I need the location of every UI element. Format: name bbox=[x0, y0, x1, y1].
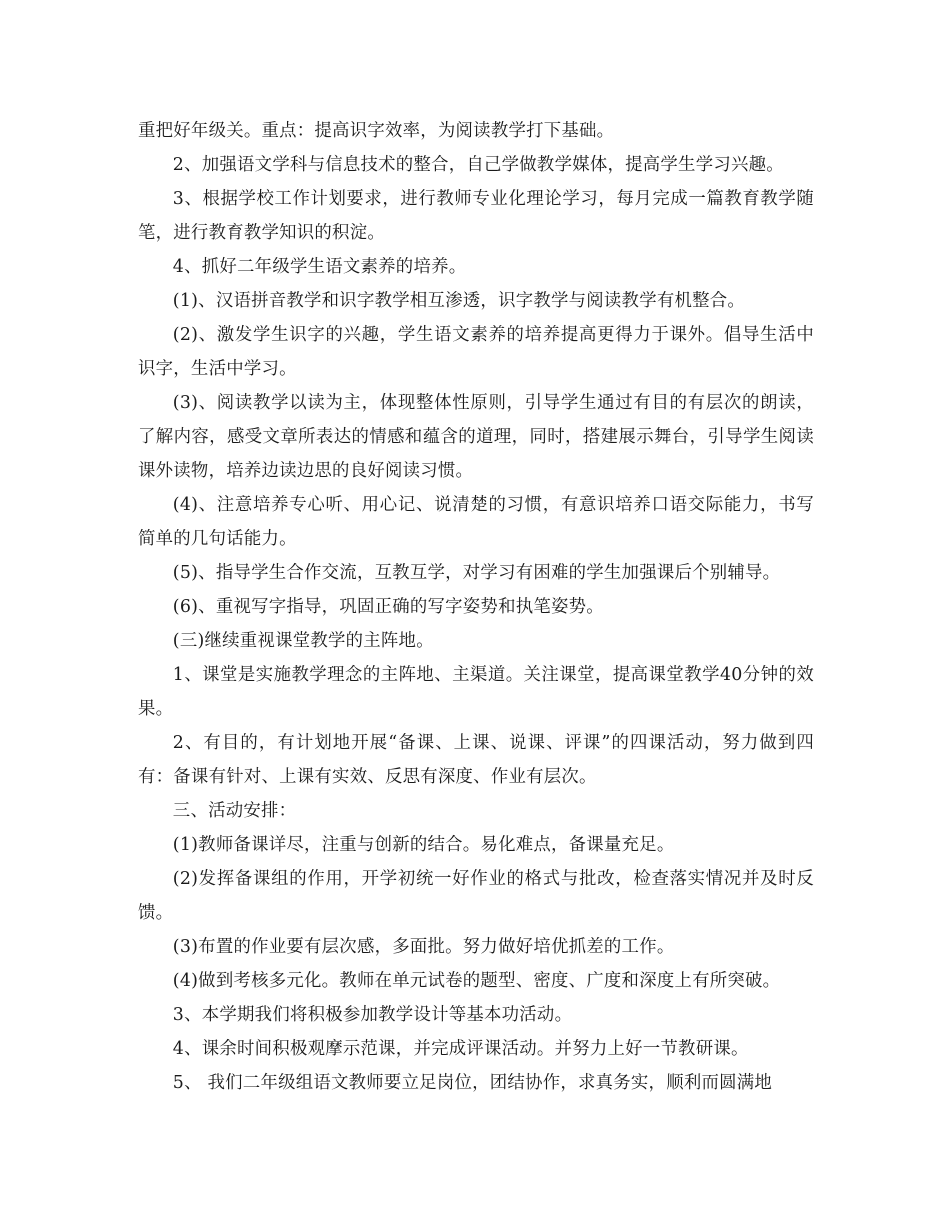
paragraph-item-4-observation: 4、课余时间积极观摩示范课，并完成评课活动。并努力上好一节教研课。 bbox=[172, 1039, 749, 1059]
paragraph-item-5-team: 5、 我们二年级组语文教师要立足岗位，团结协作，求真务实，顺利而圆满地 bbox=[172, 1073, 773, 1093]
paragraph-item-2-it-integration: 2、加强语文学科与信息技术的整合，自己学做教学媒体，提高学生学习兴趣。 bbox=[172, 155, 784, 175]
paragraph-item-3-theory-study: 3、根据学校工作计划要求，进行教师专业化理论学习，每月完成一篇教育教学随笔，进行教育教学知识的积淀。 bbox=[138, 189, 814, 243]
paragraph-item-4-literacy: 4、抓好二年级学生语文素养的培养。 bbox=[172, 257, 467, 277]
document-body bbox=[138, 114, 814, 1100]
paragraph-sub-5-cooperation: (5)、指导学生合作交流，互教互学，对学习有困难的学生加强课后个别辅导。 bbox=[172, 563, 781, 583]
paragraph-activity-1: (1)教师备课详尽，注重与创新的结合。易化难点，备课量充足。 bbox=[172, 835, 675, 855]
paragraph-activity-2: (2)发挥备课组的作用，开学初统一好作业的格式与批改，检查落实情况并及时反馈。 bbox=[138, 869, 814, 923]
paragraph-sub-3-reading: (3)、阅读教学以读为主，体现整体性原则，引导学生通过有目的有层次的朗读，了解内容，感受文章所表达的情感和蕴含的道理，同时，搭建展示舞台，引导学生阅读课外读物，培养边读边思的良好阅读习惯。 bbox=[138, 393, 814, 481]
section-heading-classroom: (三)继续重视课堂教学的主阵地。 bbox=[172, 631, 434, 651]
paragraph-sub-2-interest: (2)、激发学生识字的兴趣，学生语文素养的培养提高更得力于课外。倡导生活中识字，生活中学习。 bbox=[138, 325, 814, 379]
paragraph-activity-4: (4)做到考核多元化。教师在单元试卷的题型、密度、广度和深度上有所突破。 bbox=[172, 971, 781, 991]
section-heading-activities: 三、活动安排： bbox=[172, 801, 297, 821]
paragraph-sub-6-writing: (6)、重视写字指导，巩固正确的写字姿势和执笔姿势。 bbox=[172, 597, 604, 617]
paragraph-activity-3: (3)布置的作业要有层次感，多面批。努力做好培优抓差的工作。 bbox=[172, 937, 675, 957]
paragraph-sub-4-listening: (4)、注意培养专心听、用心记、说清楚的习惯，有意识培养口语交际能力，书写简单的几句话能力。 bbox=[138, 495, 814, 549]
paragraph-item-3-basic-skills: 3、本学期我们将积极参加教学设计等基本功活动。 bbox=[172, 1005, 573, 1025]
paragraph-continuation: 重把好年级关。重点：提高识字效率，为阅读教学打下基础。 bbox=[138, 121, 615, 141]
paragraph-sub-1-pinyin: (1)、汉语拼音教学和识字教学相互渗透，识字教学与阅读教学有机整合。 bbox=[172, 291, 746, 311]
paragraph-classroom-2: 2、有目的，有计划地开展“备课、上课、说课、评课”的四课活动，努力做到四有：备课有针对、上课有实效、反思有深度、作业有层次。 bbox=[138, 733, 814, 787]
paragraph-classroom-1: 1、课堂是实施教学理念的主阵地、主渠道。关注课堂，提高课堂教学40分钟的效果。 bbox=[138, 665, 814, 719]
